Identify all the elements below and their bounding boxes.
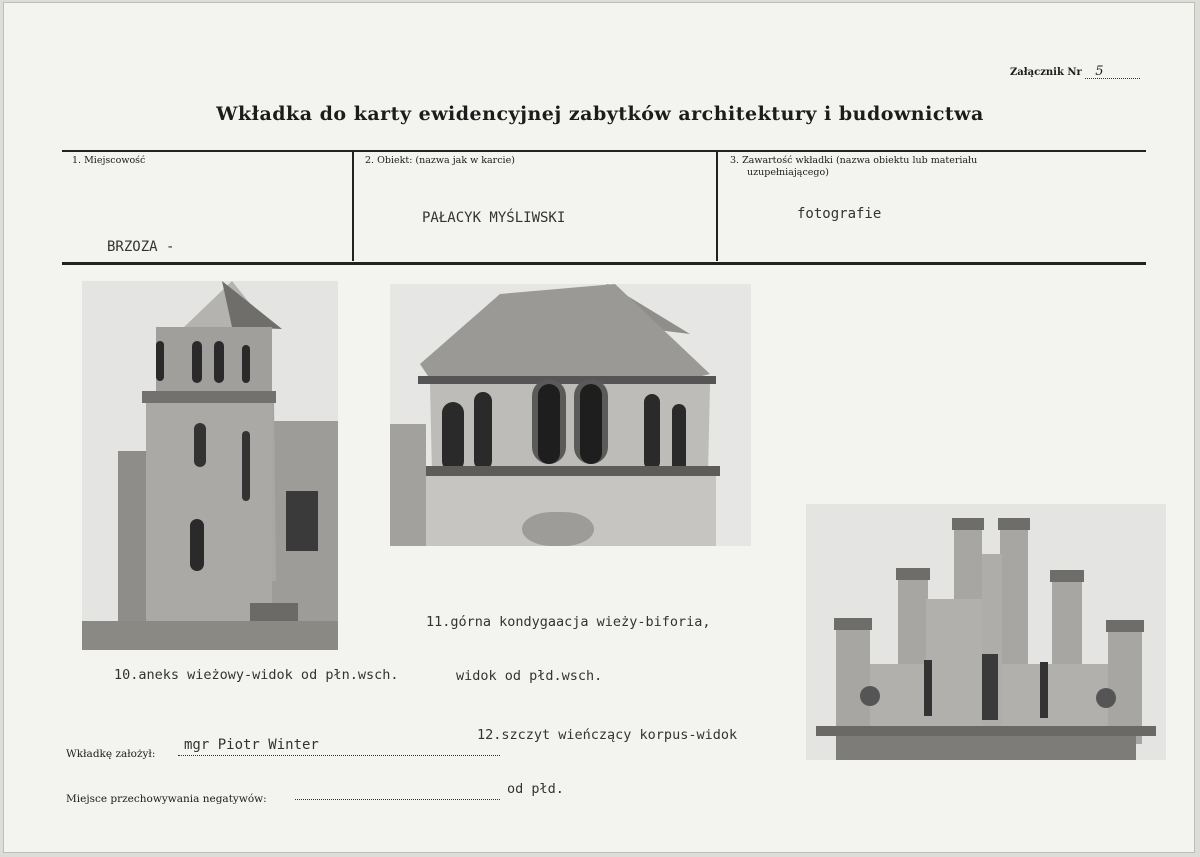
column-divider-1 [352,152,354,261]
locality-value-line1: BRZOZA - [107,239,175,255]
annex-label [1010,66,1140,79]
photo-caption-12-line2: od płd. [507,781,564,797]
photo-caption-11 [426,577,710,703]
negatives-label: Miejsce przechowywania negatywów: [66,793,267,805]
author-line [178,754,500,756]
table-top-rule [62,150,1146,152]
photo-caption-10: 10.aneks wieżowy-widok od płn.wsch. [114,667,399,683]
object-value: PAŁACYK MYŚLIWSKI [422,210,566,226]
photo-caption-11-line1: 11.górna kondygaacja wieży-biforia, [426,614,711,630]
contents-label [730,155,977,179]
author-label: Wkładkę założył: [66,748,156,760]
photo-caption-11-line2: widok od płd.wsch. [456,668,603,684]
negatives-line [295,798,500,800]
contents-value: fotografie [797,206,882,222]
annex-label-text: Załącznik Nr [1010,67,1082,78]
locality-label: 1. Miejscowość [72,155,146,166]
photo-caption-12 [477,690,737,816]
author-value: mgr Piotr Winter [184,737,319,753]
photo-tower-annex [82,281,338,650]
contents-label-line1: 3. Zawartość wkładki (nazwa obiektu lub materiału [730,155,978,166]
photo-caption-12-line1: 12.szczyt wieńczący korpus-widok [477,727,738,743]
column-divider-2 [716,152,718,261]
table-bottom-rule [62,262,1146,265]
object-label: 2. Obiekt: (nazwa jak w karcie) [365,155,515,166]
annex-number: 5 [1085,66,1140,79]
page-title: Wkładka do karty ewidencyjnej zabytków architektury i budownictwa [216,103,984,125]
photo-gable [806,504,1166,760]
contents-label-line2: uzupełniającego) [747,167,829,178]
photo-upper-storey [390,284,751,546]
